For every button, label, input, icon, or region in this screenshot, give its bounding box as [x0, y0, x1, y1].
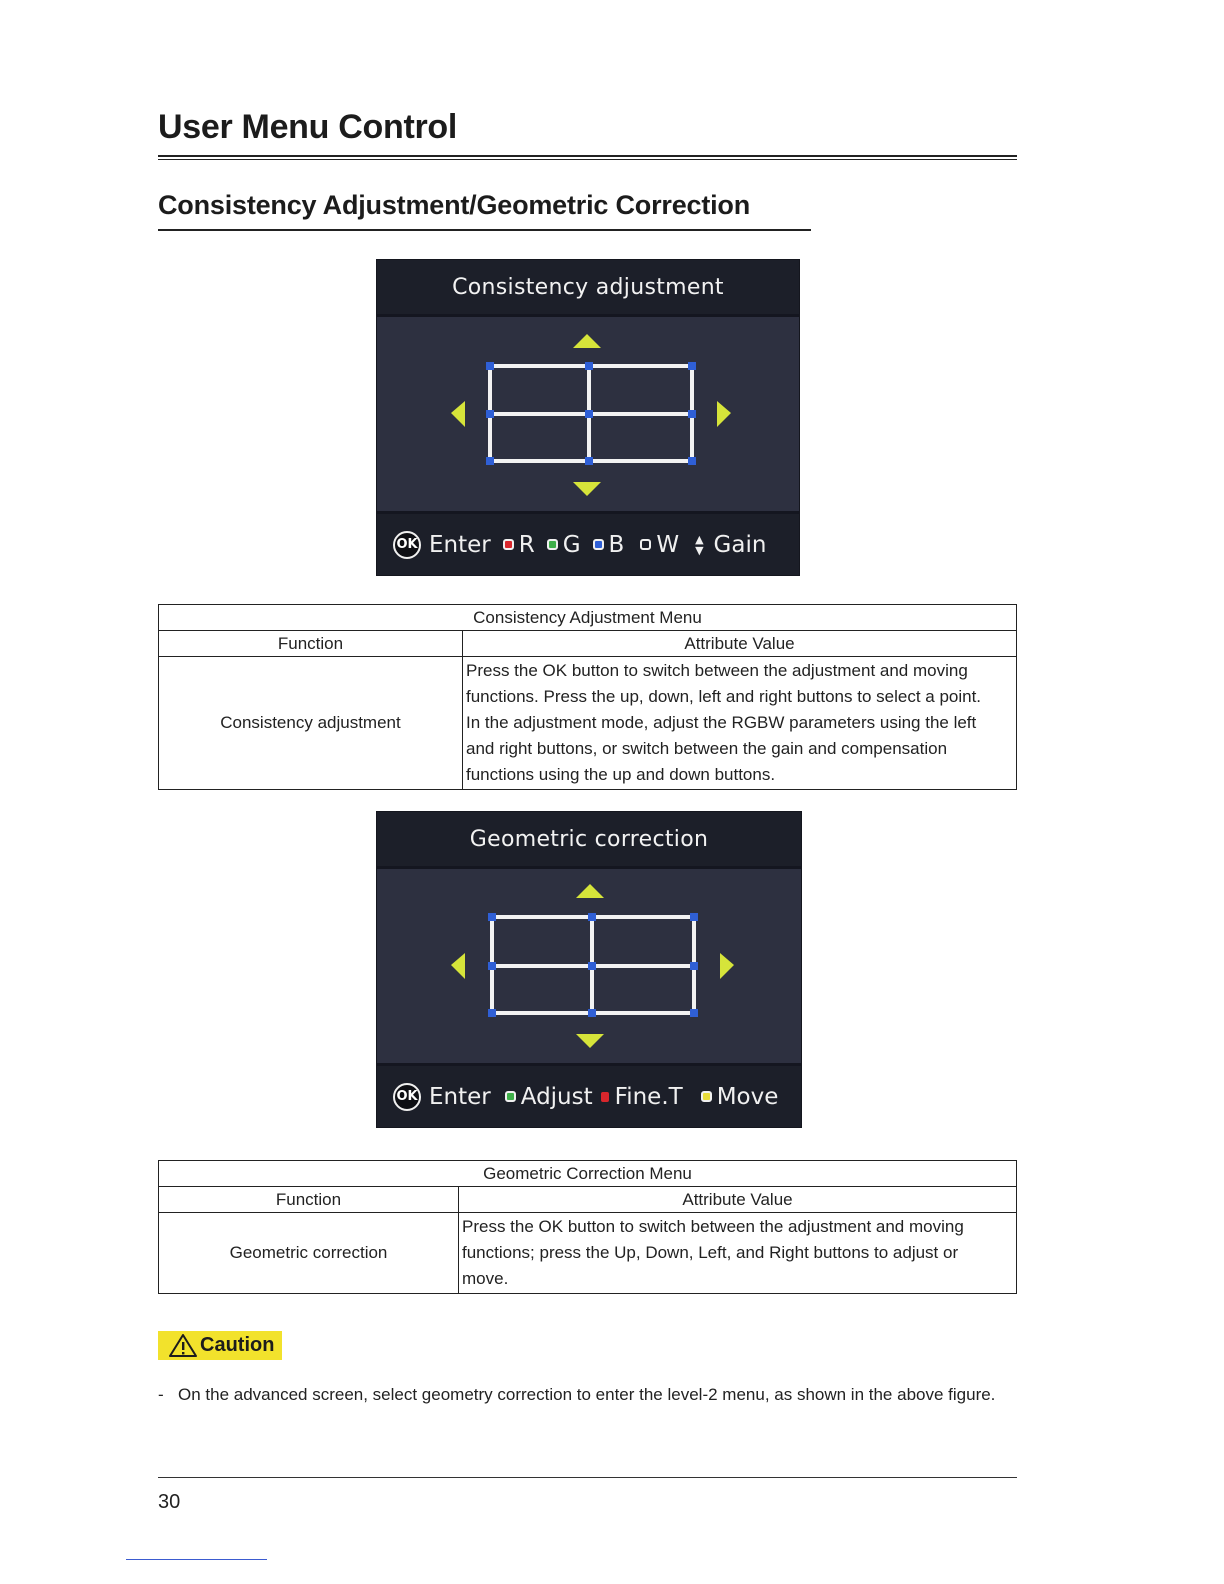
arrow-right-icon	[720, 953, 734, 979]
table-row	[159, 1213, 1017, 1294]
arrow-left-icon	[451, 953, 465, 979]
b-label: B	[608, 531, 625, 558]
fine-tune-label: Fine.T	[614, 1083, 683, 1110]
geometric-menu-table	[158, 1160, 1017, 1294]
consistency-menu-table	[158, 604, 1017, 790]
attribute-cell	[459, 1213, 1017, 1294]
consistency-osd-screenshot	[376, 259, 800, 576]
arrow-up-icon	[576, 884, 604, 898]
attribute-line: functions using the up and down buttons.	[466, 765, 776, 784]
caution-badge	[158, 1331, 282, 1360]
attribute-cell	[463, 657, 1017, 790]
arrow-down-icon	[576, 1034, 604, 1048]
osd-footer	[377, 511, 799, 575]
attribute-line: move.	[462, 1269, 509, 1288]
osd-footer	[377, 1063, 801, 1127]
list-dash: -	[158, 1385, 164, 1404]
function-cell: Geometric correction	[159, 1213, 459, 1294]
arrow-down-icon	[573, 482, 601, 496]
w-label: W	[656, 531, 680, 558]
osd-title: Consistency adjustment	[452, 274, 724, 300]
caution-label: Caution	[200, 1334, 275, 1356]
move-label: Move	[716, 1083, 779, 1110]
attribute-line: In the adjustment mode, adjust the RGBW parameters using the left	[466, 713, 977, 732]
table-row	[159, 657, 1017, 790]
function-header: Function	[159, 1187, 459, 1213]
osd-title: Geometric correction	[469, 826, 709, 852]
arrow-up-icon	[573, 334, 601, 348]
title-rule-thin	[158, 159, 1017, 160]
caution-text	[158, 1381, 1008, 1408]
table-caption: Consistency Adjustment Menu	[159, 605, 1017, 631]
blue-key-icon	[593, 539, 604, 550]
attribute-line: functions; press the Up, Down, Left, and Right buttons to adjust or	[462, 1243, 959, 1262]
function-cell: Consistency adjustment	[159, 657, 463, 790]
yellow-key-icon	[701, 1091, 712, 1102]
page-number: 30	[158, 1491, 181, 1513]
attribute-line: and right buttons, or switch between the gain and compensation	[466, 739, 948, 758]
enter-label: Enter	[429, 1083, 491, 1110]
red-key-icon	[601, 1092, 609, 1102]
green-key-icon	[547, 539, 558, 550]
attribute-line: Press the OK button to switch between the adjustment and moving	[466, 661, 968, 680]
attribute-header: Attribute Value	[459, 1187, 1017, 1213]
white-key-icon	[640, 539, 651, 550]
geometric-osd-screenshot	[376, 811, 802, 1128]
arrow-right-icon	[717, 401, 731, 427]
footer-rule	[158, 1477, 1017, 1478]
section-title: Consistency Adjustment/Geometric Correction	[158, 190, 751, 220]
attribute-header: Attribute Value	[463, 631, 1017, 657]
gain-label: Gain	[713, 531, 767, 558]
red-key-icon	[503, 539, 514, 550]
caution-body: On the advanced screen, select geometry correction to enter the level-2 menu, as shown in the above figure.	[178, 1385, 996, 1404]
attribute-line: functions. Press the up, down, left and right buttons to select a point.	[466, 687, 982, 706]
r-label: R	[518, 531, 535, 558]
adjust-label: Adjust	[520, 1083, 593, 1110]
ok-icon: OK	[393, 1083, 421, 1111]
green-key-icon	[505, 1091, 516, 1102]
up-down-icon: ▲ ▼	[695, 532, 704, 557]
function-header: Function	[159, 631, 463, 657]
ok-icon: OK	[393, 531, 421, 559]
g-label: G	[562, 531, 581, 558]
attribute-line: Press the OK button to switch between the adjustment and moving	[462, 1217, 964, 1236]
section-rule	[158, 229, 811, 231]
enter-label: Enter	[429, 531, 491, 558]
decorative-line	[126, 1559, 267, 1560]
warning-icon	[168, 1333, 198, 1358]
arrow-left-icon	[451, 401, 465, 427]
title-rule	[158, 155, 1017, 157]
table-caption: Geometric Correction Menu	[159, 1161, 1017, 1187]
page-title: User Menu Control	[158, 108, 458, 146]
